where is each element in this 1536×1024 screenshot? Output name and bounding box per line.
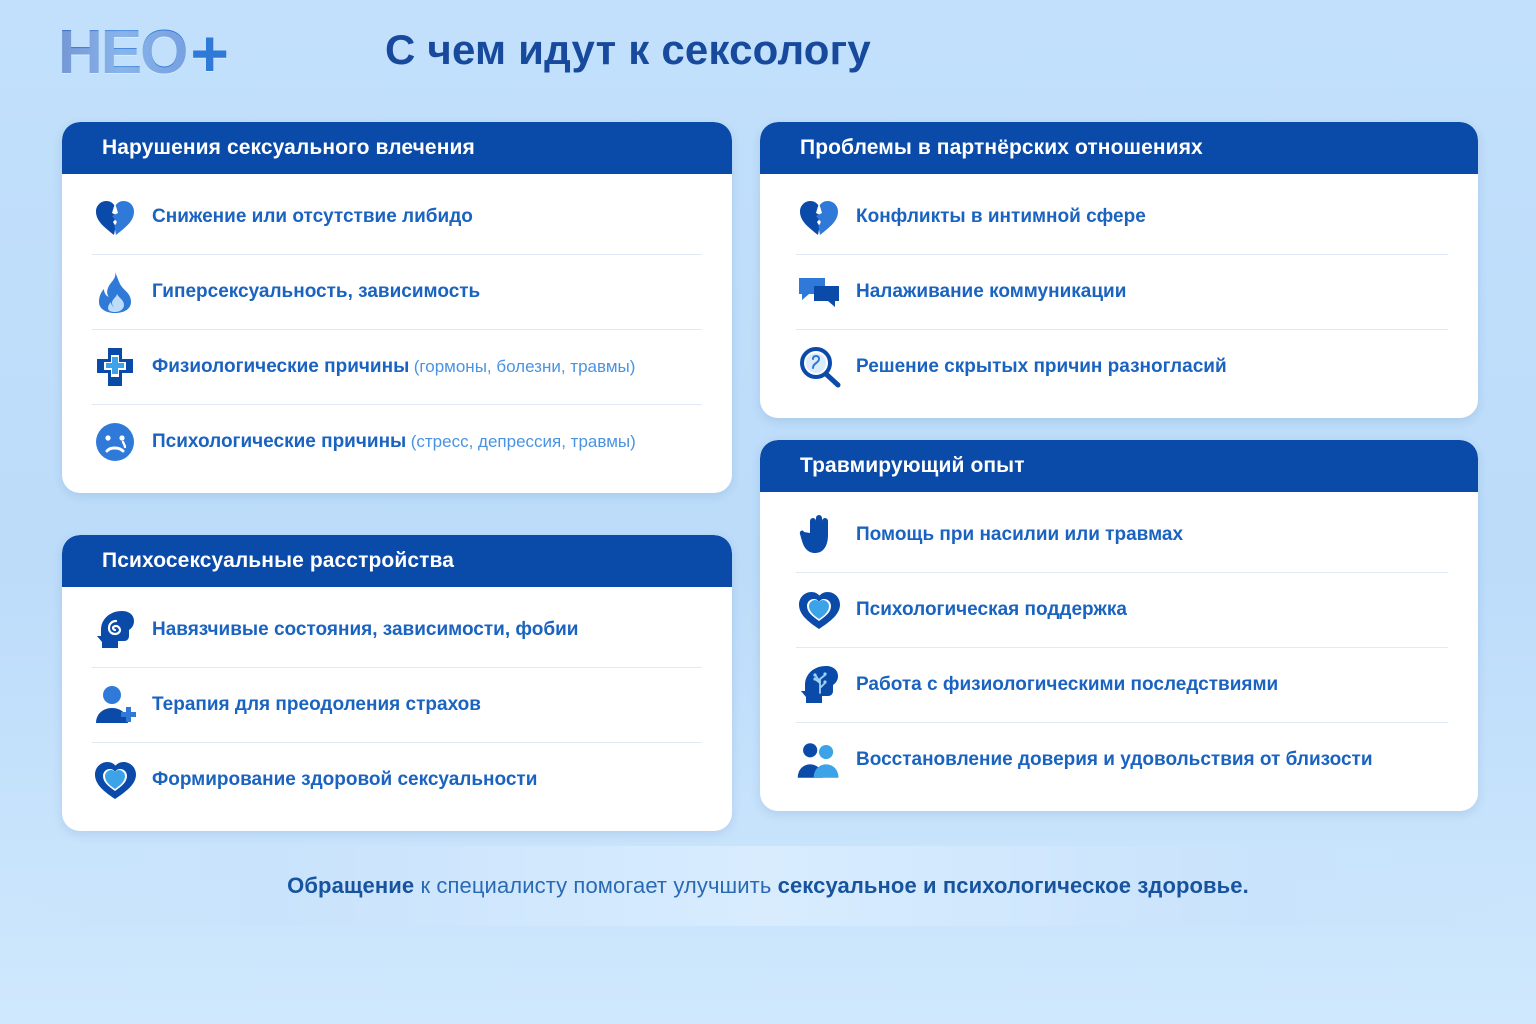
list-item — [796, 498, 1448, 573]
card-partner-title: Проблемы в партнёрских отношениях — [760, 122, 1478, 174]
footer-strong-1: Обращение — [287, 873, 415, 898]
flame-icon — [92, 269, 138, 315]
broken-heart-icon — [796, 194, 842, 240]
list-item-label: Навязчивые состояния, зависимости, фобии — [152, 619, 579, 641]
heart-shield-icon — [92, 757, 138, 803]
list-item-label: Налаживание коммуникации — [856, 281, 1127, 303]
card-psychosexual-list — [62, 587, 732, 831]
list-item — [92, 743, 702, 817]
brand-logo-plus: + — [190, 16, 227, 90]
couple-icon — [796, 737, 842, 783]
list-item — [92, 593, 702, 668]
card-partner-relations — [760, 122, 1478, 418]
list-item — [796, 723, 1448, 797]
stop-hand-icon — [796, 512, 842, 558]
card-libido — [62, 122, 732, 493]
chat-bubbles-icon — [796, 269, 842, 315]
list-item-label: Терапия для преодоления страхов — [152, 694, 481, 716]
list-item — [796, 648, 1448, 723]
list-item-label: Работа с физиологическими последствиями — [856, 674, 1279, 696]
medical-cross-icon — [92, 344, 138, 390]
card-trauma-title: Травмирующий опыт — [760, 440, 1478, 492]
footer-strong-2: сексуальное и психологическое здоровье. — [777, 873, 1249, 898]
list-item-sublabel: (гормоны, болезни, травмы) — [413, 357, 636, 377]
broken-heart-icon — [92, 194, 138, 240]
card-libido-title: Нарушения сексуального влечения — [62, 122, 732, 174]
magnifier-icon — [796, 344, 842, 390]
card-libido-list — [62, 174, 732, 493]
list-item-label: Физиологические причины — [152, 356, 410, 378]
card-psychosexual-disorders — [62, 535, 732, 831]
card-traumatic-experience — [760, 440, 1478, 811]
brand-logo — [58, 16, 227, 90]
list-item — [796, 180, 1448, 255]
brand-logo-text: HEO — [58, 18, 187, 87]
card-psychosexual-title: Психосексуальные расстройства — [62, 535, 732, 587]
list-item-label: Решение скрытых причин разногласий — [856, 356, 1227, 378]
list-item-label: Помощь при насилии или травмах — [856, 524, 1184, 546]
brain-tree-icon — [796, 662, 842, 708]
list-item — [796, 330, 1448, 404]
list-item-label: Психологическая поддержка — [856, 599, 1127, 621]
card-trauma-list — [760, 492, 1478, 811]
list-item-label: Формирование здоровой сексуальности — [152, 769, 538, 791]
footer-banner — [0, 846, 1536, 926]
list-item — [796, 573, 1448, 648]
page-title: С чем идут к сексологу — [385, 26, 871, 73]
list-item-label: Снижение или отсутствие либидо — [152, 206, 473, 228]
list-item-label: Конфликты в интимной сфере — [856, 206, 1146, 228]
list-item-sublabel: (стресс, депрессия, травмы) — [410, 432, 636, 452]
sad-face-icon — [92, 419, 138, 465]
list-item — [796, 255, 1448, 330]
footer-light-1: к специалисту помогает улучшить — [414, 873, 778, 898]
list-item — [92, 180, 702, 255]
heart-hand-icon — [796, 587, 842, 633]
list-item-label: Гиперсексуальность, зависимость — [152, 281, 481, 303]
head-spiral-icon — [92, 607, 138, 653]
list-item — [92, 405, 702, 479]
list-item — [92, 255, 702, 330]
list-item — [92, 668, 702, 743]
list-item — [92, 330, 702, 405]
card-partner-list — [760, 174, 1478, 418]
list-item-label: Психологические причины — [152, 431, 407, 453]
person-plus-icon — [92, 682, 138, 728]
list-item-label: Восстановление доверия и удовольствия от близости — [856, 749, 1373, 771]
footer-text — [287, 873, 1249, 899]
